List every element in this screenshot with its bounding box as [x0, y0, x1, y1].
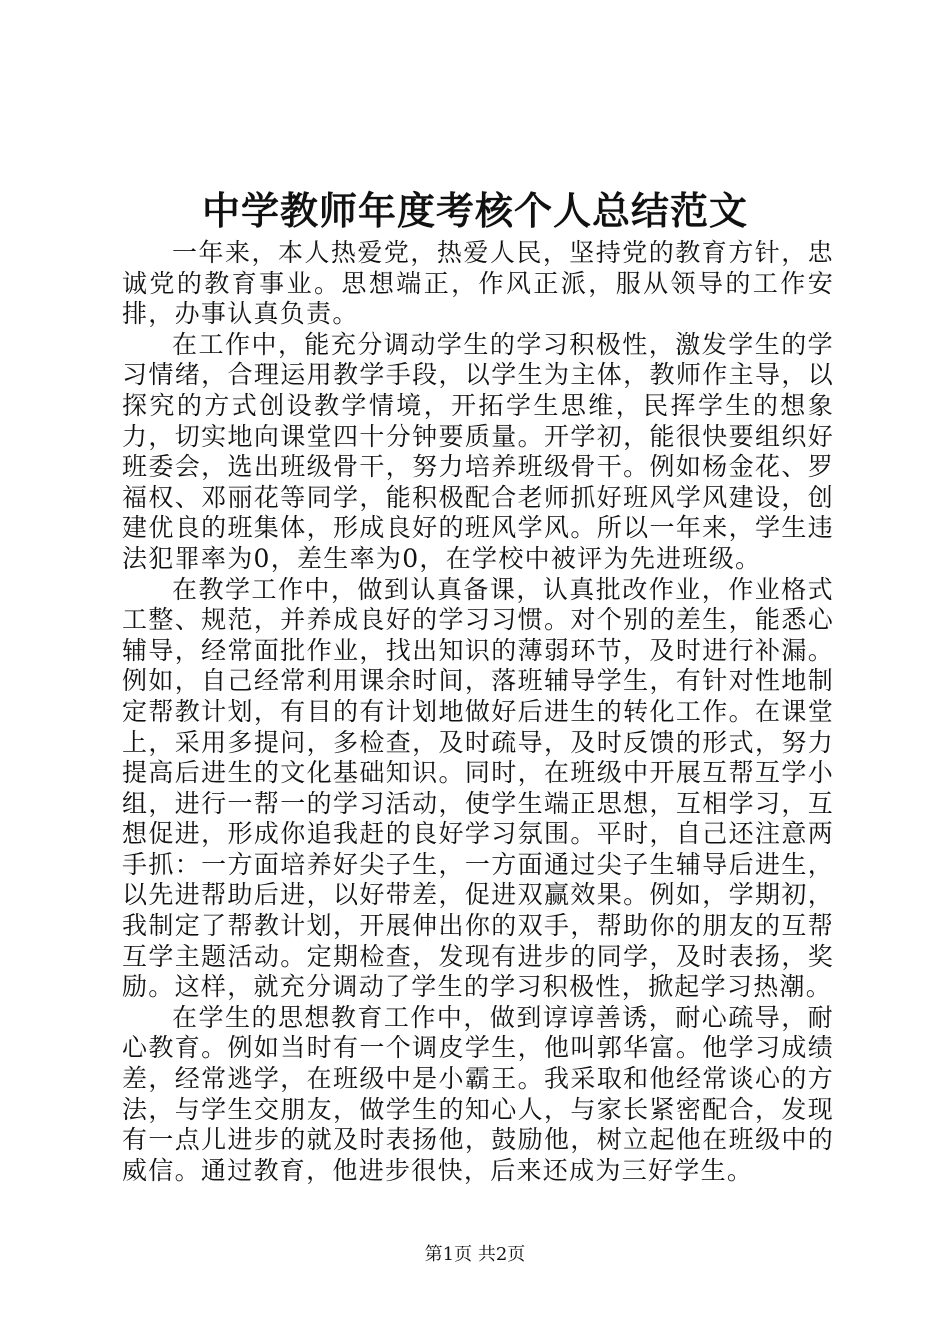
document-title: 中学教师年度考核个人总结范文 [201, 188, 748, 233]
paragraph: 在教学工作中，做到认真备课，认真批改作业，作业格式工整、规范，并养成良好的学习习惯。对个别的差生，能悉心辅导，经常面批作业，找出知识的薄弱环节，及时进行补漏。例如，自己经常利用课余时间，落班辅导学生，有针对性地制定帮教计划，有目的有计划地做好后进生的转化工作。在课堂上，采用多提问，多检查，及时疏导，及时反馈的形式，努力提高后进生的文化基础知识。同时，在班级中开展互帮互学小组，进行一帮一的学习活动，使学生端正思想，互相学习，互想促进，形成你追我赶的良好学习氛围。平时，自己还注意两手抓：一方面培养好尖子生，一方面通过尖子生辅导后进生，以先进帮助后进，以好带差，促进双赢效果。例如，学期初，我制定了帮教计划，开展伸出你的双手，帮助你的朋友的互帮互学主题活动。定期检查，发现有进步的同学，及时表扬，奖励。这样，就充分调动了学生的学习积极性，掀起学习热潮。 [122, 574, 834, 1002]
document-body [122, 238, 834, 1186]
page-footer: 第1页 共2页 [424, 1244, 526, 1265]
paragraph: 一年来，本人热爱党，热爱人民，坚持党的教育方针，忠诚党的教育事业。思想端正，作风正派，服从领导的工作安排，办事认真负责。 [122, 238, 834, 329]
paragraph: 在学生的思想教育工作中，做到谆谆善诱，耐心疏导，耐心教育。例如当时有一个调皮学生，他叫郭华富。他学习成绩差，经常逃学，在班级中是小霸王。我采取和他经常谈心的方法，与学生交朋友，做学生的知心人，与家长紧密配合，发现有一点儿进步的就及时表扬他，鼓励他，树立起他在班级中的威信。通过教育，他进步很快，后来还成为三好学生。 [122, 1002, 834, 1185]
paragraph: 在工作中，能充分调动学生的学习积极性，激发学生的学习情绪，合理运用教学手段，以学生为主体，教师作主导，以探究的方式创设教学情境，开拓学生思维，民挥学生的想象力，切实地向课堂四十分钟要质量。开学初，能很快要组织好班委会，选出班级骨干，努力培养班级骨干。例如杨金花、罗福权、邓丽花等同学，能积极配合老师抓好班风学风建设，创建优良的班集体，形成良好的班风学风。所以一年来，学生违法犯罪率为0，差生率为0，在学校中被评为先进班级。 [122, 329, 834, 573]
